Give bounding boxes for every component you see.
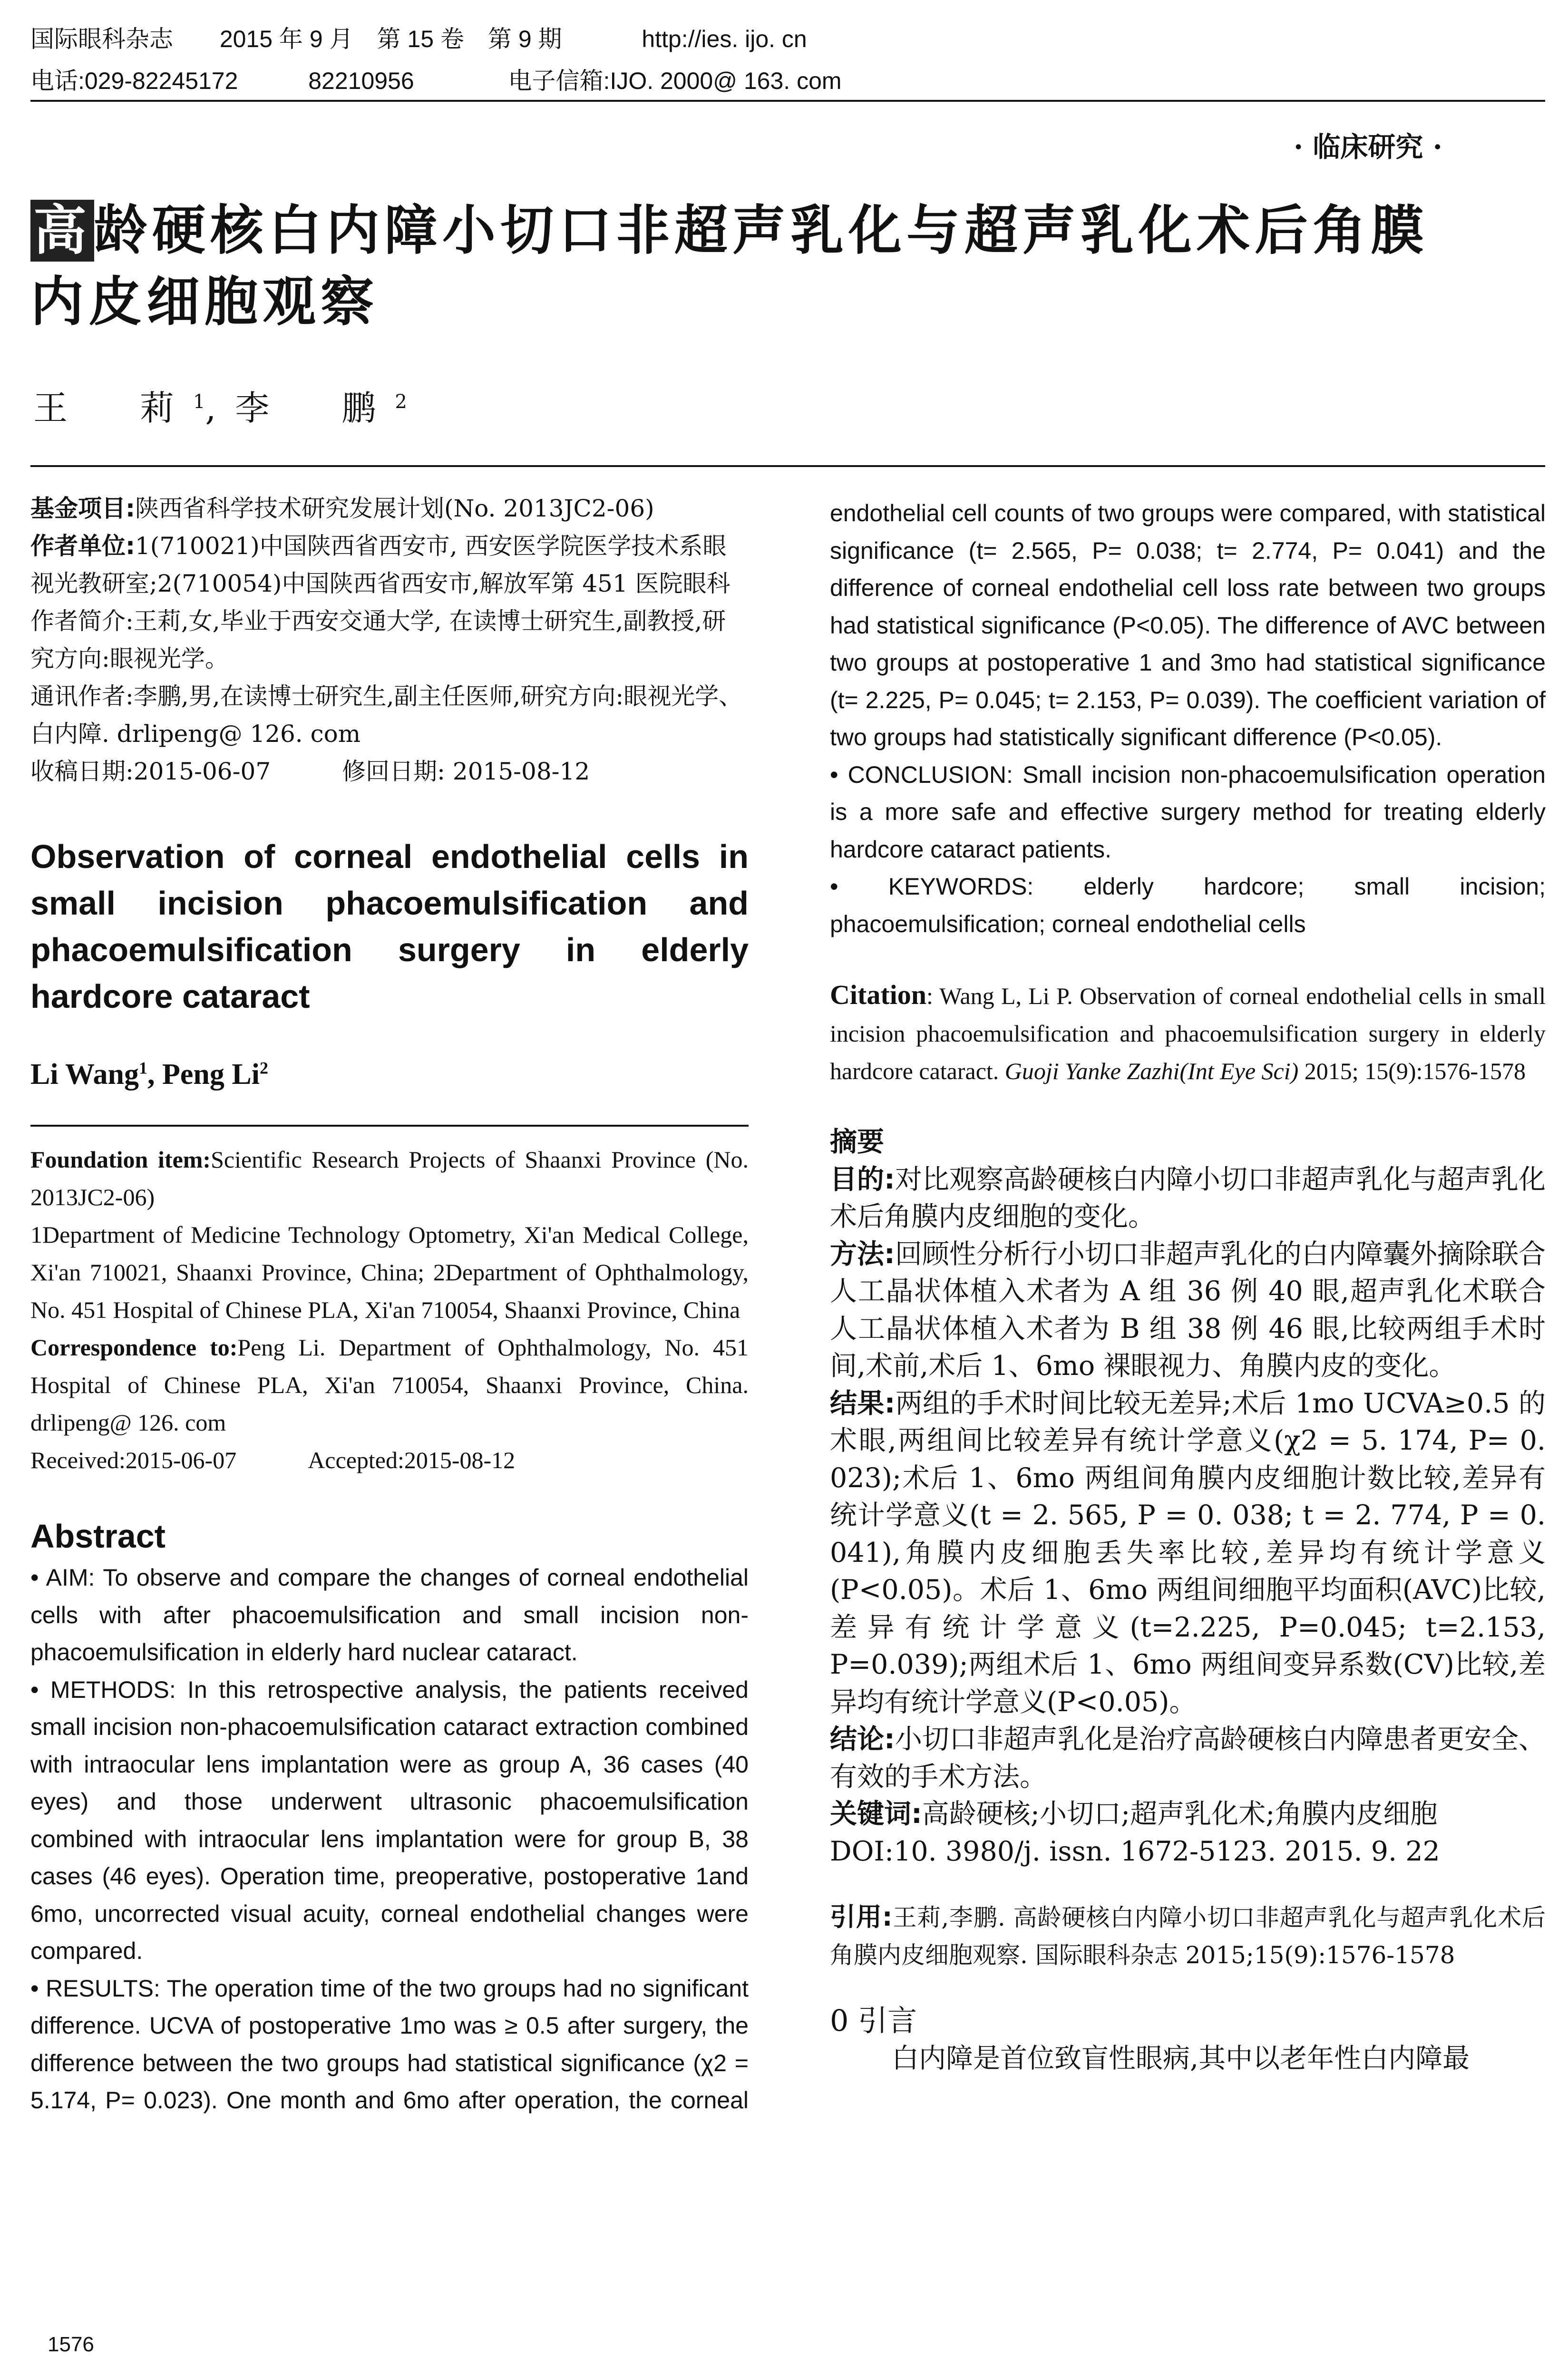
title-first-char: 高	[30, 200, 94, 262]
journal-name: 国际眼科杂志	[30, 26, 173, 52]
journal-header	[30, 24, 807, 54]
intro-heading: 0 引言	[830, 2003, 917, 2038]
author2-en: Peng Li	[162, 1058, 260, 1091]
title-rule	[30, 465, 1545, 467]
phone: 电话:029-82245172	[30, 68, 238, 94]
en-authors-rule	[30, 1125, 749, 1127]
journal-url[interactable]: http://ies. ijo. cn	[642, 26, 807, 52]
phone2: 82210956	[308, 68, 414, 94]
article-title	[30, 195, 1552, 338]
intro-text: 白内障是首位致盲性眼病,其中以老年性白内障最	[892, 2042, 1470, 2074]
author-sep: ,	[205, 388, 235, 428]
cn-info-correspondence: 通讯作者:李鹏,男,在读博士研究生,副主任医师,研究方向:眼视光学、白内障. drlipeng@ 126. com	[30, 682, 743, 748]
citation-en: Citation: Wang L, Li P. Observation of corneal endothelial cells in small incision phacoemulsification and phacoemulsification surgery in elderly hardcore cataract. Guoji Yanke Zazhi(Int Eye Sci) 2015; 15(9):1576-1578	[830, 979, 1546, 1084]
en-info-foundation: Foundation item:Scientific Research Projects of Shaanxi Province (No. 2013JC2-06)	[30, 1146, 749, 1210]
english-title: Observation of corneal endothelial cells in small incision phacoemulsification and phacoemulsification surgery in elderly hardcore cataract	[30, 838, 749, 1015]
cn-info-dates: 收稿日期:2015-06-07 修回日期: 2015-08-12	[30, 758, 590, 785]
author1-sup: 1	[193, 391, 205, 413]
cn-abstract-methods: 方法:回顾性分析行小切口非超声乳化的白内障囊外摘除联合人工晶状体植入术者为 A 组 36 例 40 眼,超声乳化术联合人工晶状体植入术者为 B 组 38 例 46 眼,比较两组手术时间,术前,术后 1、6mo 裸眼视力、角膜内皮的变化。	[830, 1238, 1546, 1382]
en-info-correspondence: Correspondence to:Peng Li. Department of Ophthalmology, No. 451 Hospital of Chinese PLA, Xi'an 710054, Shaanxi Province, China. drlipeng@ 126. com	[30, 1334, 749, 1436]
title-line2: 内皮细胞观察	[30, 271, 379, 333]
abstract-results: • RESULTS: The operation time of the two groups had no significant difference. UCVA of postoperative 1mo was ≥ 0.5 after surgery, the difference between the two groups had statistical significance (χ2 = 5.174, P= 0.023). One month and 6mo after operation, the corneal	[30, 1975, 749, 2114]
author1-cn: 王 莉	[33, 388, 194, 428]
cn-info-affiliation: 作者单位:1(710021)中国陕西省西安市, 西安医学院医学技术系眼视光教研室;2(710054)中国陕西省西安市,解放军第 451 医院眼科	[30, 532, 730, 597]
abstract-aim: • AIM: To observe and compare the changes of corneal endothelial cells with after phacoemulsification and small incision non- phacoemulsification in elderly hard nuclear cataract.	[30, 1564, 749, 1666]
en-info-block	[30, 1141, 749, 1479]
cn-abstract-results: 结果:两组的手术时间比较无差异;术后 1mo UCVA≥0.5 的术眼,两组间比较差异有统计学意义(χ2 = 5. 174, P= 0. 023);术后 1、6mo 两组间角膜内皮细胞计数比较,差异有统计学意义(t = 2. 565, P = 0. 038; t = 2. 774, P = 0. 041),角膜内皮细胞丢失率比较,差异均有统计学意义(P<0.05)。术后 1、6mo 两组间细胞平均面积(AVC)比较,差异有统计学意义(t=2.225, P=0.045; t=2.153, P=0.039);两组术后 1、6mo 两组间变异系数(CV)比较,差异均有统计学意义(P<0.05)。	[830, 1387, 1546, 1718]
author2-sup: 2	[395, 391, 407, 413]
english-authors: Li Wang$^1$, Peng Li$^2$	[30, 1058, 268, 1091]
contact-header	[30, 66, 842, 96]
cn-info-block	[30, 490, 749, 790]
en-info-dates: Received:2015-06-07 Accepted:2015-08-12	[30, 1447, 516, 1473]
header-rule	[30, 100, 1545, 102]
cn-abstract	[830, 1123, 1546, 1870]
cn-info-funding: 基金项目:陕西省科学技术研究发展计划(No. 2013JC2-06)	[30, 495, 654, 522]
abstract-methods: • METHODS: In this retrospective analysis, the patients received small incision non-phacoemulsification cataract extraction combined with intraocular lens implantation were as group A, 36 cases (40 eyes) and those underwent ultrasonic phacoemulsification combined with intraocular lens implantation were for group B, 38 cases (46 eyes). Operation time, preoperative, postoperative 1and 6mo, uncorrected visual acuity, corneal endothelial changes were compared.	[30, 1676, 749, 1964]
doi[interactable]: DOI:10. 3980/j. issn. 1672-5123. 2015. 9. 22	[830, 1835, 1440, 1867]
title-line1: 龄硬核白内障小切口非超声乳化与超声乳化术后角膜	[94, 200, 1429, 262]
cn-abstract-heading: 摘要	[830, 1126, 884, 1158]
email[interactable]: 电子信箱:IJO. 2000@ 163. com	[508, 68, 842, 94]
abstract-heading: Abstract	[30, 1518, 166, 1555]
left-column	[30, 490, 749, 2120]
issue-info: 2015 年 9 月 第 15 卷 第 9 期	[219, 26, 562, 52]
cn-abstract-aim: 目的:对比观察高龄硬核白内障小切口非超声乳化与超声乳化术后角膜内皮细胞的变化。	[830, 1163, 1546, 1232]
abstract-conclusion: • CONCLUSION: Small incision non-phacoemulsification operation is a more safe and effective surgery method for treating elderly hardcore cataract patients.	[830, 761, 1546, 863]
en-info-affiliation: 1Department of Medicine Technology Optometry, Xi'an Medical College, Xi'an 710021, Shaanxi Province, China; 2Department of Ophthalmology, No. 451 Hospital of Chinese PLA, Xi'an 710054, Shaanxi Province, China	[30, 1221, 749, 1323]
right-column	[830, 495, 1546, 2077]
cn-abstract-conclusion: 结论:小切口非超声乳化是治疗高龄硬核白内障患者更安全、有效的手术方法。	[830, 1724, 1546, 1792]
abstract-results-continued: endothelial cell counts of two groups were compared, with statistical significance (t= 2.565, P= 0.038; t= 2.774, P= 0.041) and the difference of corneal endothelial cell loss rate between two groups had statistical significance (P<0.05). The difference of AVC between two groups at postoperative 1 and 3mo had statistical significance (t= 2.225, P= 0.045; t= 2.153, P= 0.039). The coefficient variation of two groups had statistically significant difference (P<0.05).	[830, 500, 1546, 750]
author1-en: Li Wang	[30, 1058, 139, 1091]
page-number: 1576	[48, 2333, 94, 2356]
citation-cn: 引用:王莉,李鹏. 高龄硬核白内障小切口非超声乳化与超声乳化术后角膜内皮细胞观察. 国际眼科杂志 2015;15(9):1576-1578	[830, 1902, 1546, 1969]
author2-cn: 李 鹏	[235, 388, 395, 428]
section-tag: · 临床研究 ·	[1294, 131, 1442, 163]
authors-cn	[33, 380, 407, 430]
cn-abstract-keywords: 关键词:高龄硬核;小切口;超声乳化术;角膜内皮细胞	[830, 1798, 1438, 1830]
cn-info-author-bio: 作者简介:王莉,女,毕业于西安交通大学, 在读博士研究生,副教授,研究方向:眼视光学。	[30, 607, 726, 672]
abstract-keywords: • KEYWORDS: elderly hardcore; small incision; phacoemulsification; corneal endothelial cells	[830, 873, 1546, 937]
